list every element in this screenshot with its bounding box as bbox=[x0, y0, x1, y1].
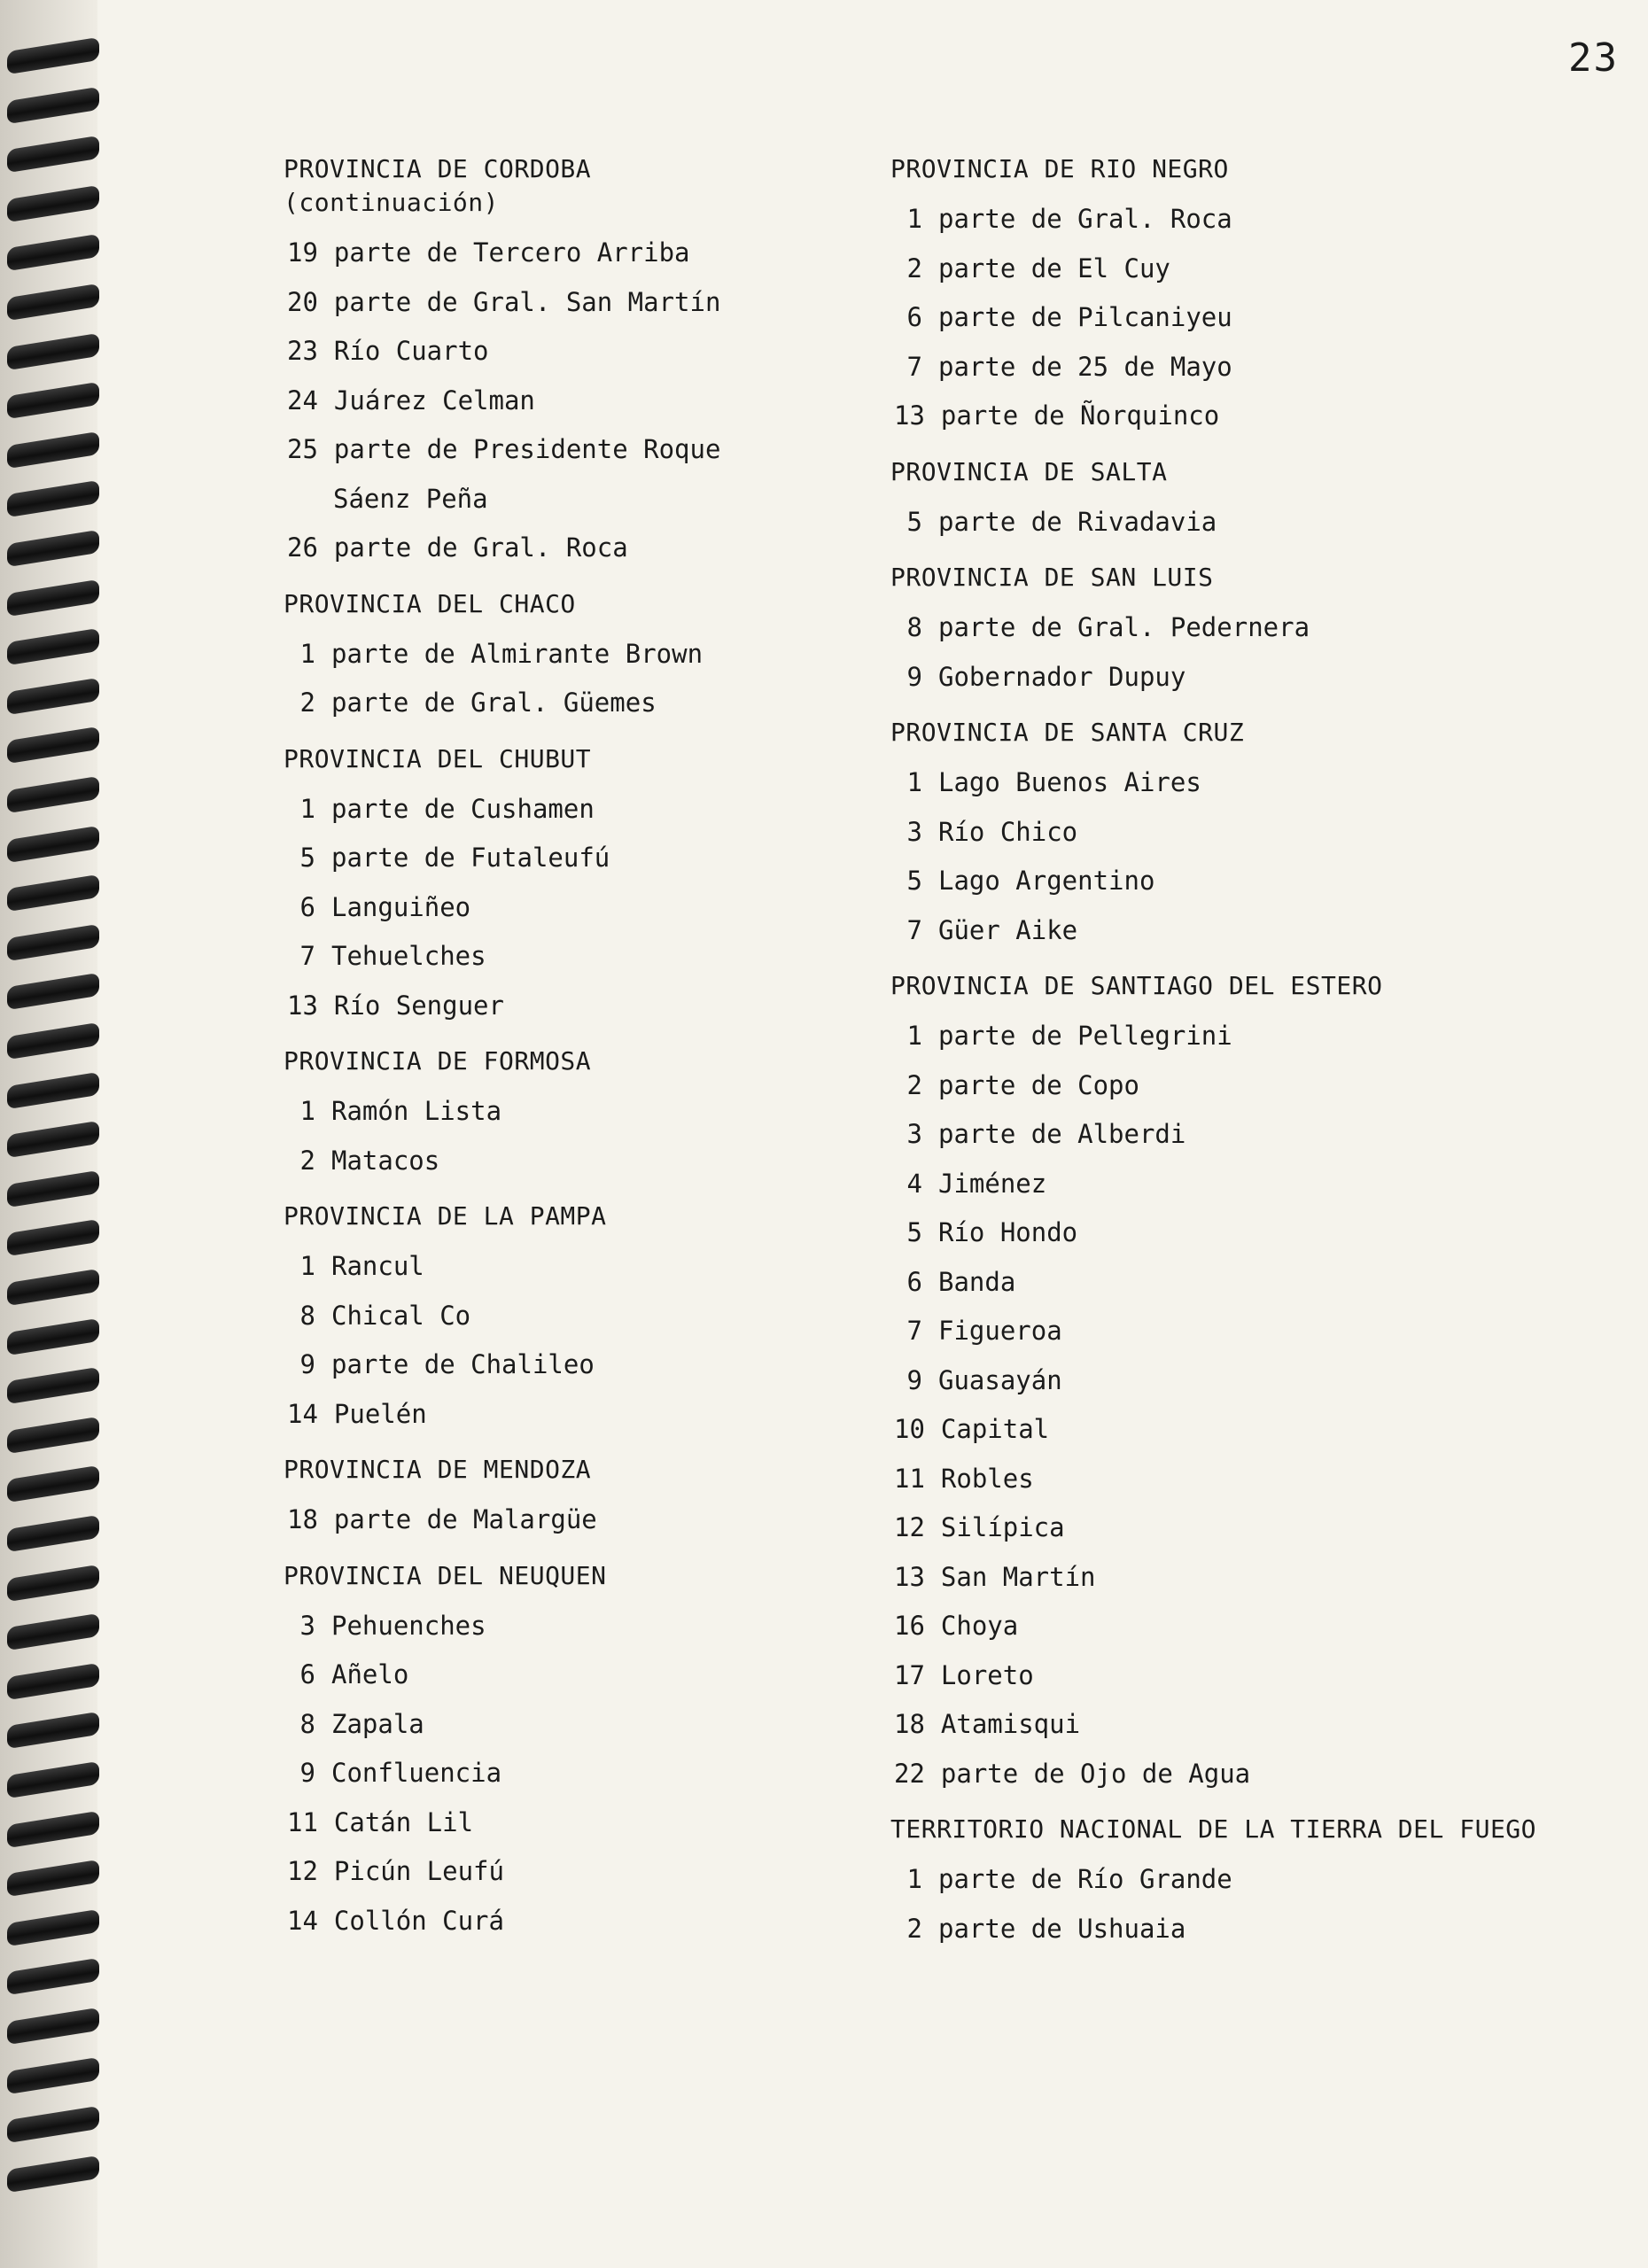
department-number: 16 bbox=[894, 1611, 925, 1641]
department-number: 11 bbox=[894, 1463, 925, 1494]
department-item bbox=[284, 679, 868, 728]
department-name: Guasayán bbox=[938, 1364, 1062, 1395]
binding-ring bbox=[7, 480, 99, 517]
department-item bbox=[890, 1405, 1617, 1455]
department-item bbox=[284, 932, 868, 982]
department-number: 25 bbox=[287, 434, 318, 464]
department-item bbox=[284, 834, 868, 883]
department-number: 6 bbox=[299, 1659, 315, 1689]
binding-ring bbox=[7, 1810, 99, 1847]
department-name: Atamisqui bbox=[940, 1709, 1081, 1739]
department-name: Añelo bbox=[331, 1659, 409, 1689]
department-name: Silípica bbox=[940, 1512, 1065, 1542]
department-number: 1 bbox=[299, 1096, 315, 1126]
department-number: 2 bbox=[906, 1913, 922, 1944]
province-section bbox=[890, 152, 1617, 441]
department-number: 9 bbox=[299, 1758, 315, 1788]
department-name: Juárez Celman bbox=[333, 384, 535, 416]
section-heading: PROVINCIA DE FORMOSA bbox=[284, 1046, 592, 1076]
department-name: San Martín bbox=[940, 1561, 1096, 1592]
department-item bbox=[890, 1012, 1617, 1061]
binding-ring bbox=[7, 2056, 99, 2093]
department-number: 26 bbox=[287, 532, 318, 563]
section-heading: PROVINCIA DE CORDOBA bbox=[284, 154, 592, 183]
department-name: parte de Presidente Roque bbox=[333, 434, 721, 464]
department-number: 20 bbox=[287, 286, 318, 317]
department-item bbox=[890, 1061, 1617, 1111]
binding-ring bbox=[7, 1958, 99, 1995]
department-item bbox=[284, 630, 868, 680]
department-number: 3 bbox=[299, 1610, 315, 1641]
department-number: 1 bbox=[906, 204, 922, 234]
department-number: 9 bbox=[906, 1364, 922, 1395]
binding-ring bbox=[7, 1417, 99, 1454]
province-section bbox=[284, 1200, 868, 1439]
department-name: Río Cuarto bbox=[333, 336, 489, 366]
department-name: Río Chico bbox=[938, 816, 1078, 847]
department-name: Choya bbox=[940, 1611, 1019, 1641]
department-name: Güer Aike bbox=[938, 914, 1078, 945]
department-item bbox=[890, 906, 1617, 956]
binding-ring bbox=[7, 678, 99, 715]
department-number: 6 bbox=[299, 891, 315, 922]
department-item bbox=[890, 1503, 1617, 1553]
department-number: 10 bbox=[894, 1414, 925, 1444]
department-name: parte de Ushuaia bbox=[938, 1913, 1186, 1944]
binding-ring bbox=[7, 1465, 99, 1503]
section-heading: PROVINCIA DE SAN LUIS bbox=[890, 563, 1214, 592]
department-name: parte de Tercero Arriba bbox=[333, 237, 690, 268]
department-number: 13 bbox=[894, 400, 925, 431]
page-number: 23 bbox=[1568, 35, 1619, 81]
department-item bbox=[890, 1651, 1617, 1701]
department-number: 5 bbox=[906, 1217, 922, 1247]
binding-ring bbox=[7, 726, 99, 764]
department-number: 12 bbox=[287, 1856, 318, 1886]
department-item bbox=[284, 1087, 868, 1137]
department-name: parte de Almirante Brown bbox=[331, 638, 704, 669]
binding-ring bbox=[7, 1219, 99, 1256]
binding-ring bbox=[7, 1071, 99, 1108]
department-item bbox=[890, 1855, 1617, 1905]
department-name: Chical Co bbox=[331, 1300, 471, 1331]
department-number: 8 bbox=[299, 1708, 315, 1739]
department-number: 12 bbox=[894, 1512, 925, 1542]
province-section bbox=[890, 1813, 1617, 1953]
department-name: Capital bbox=[940, 1414, 1050, 1444]
department-item bbox=[284, 524, 868, 573]
department-name: parte de Gral. Pedernera bbox=[938, 612, 1310, 642]
department-item bbox=[284, 1137, 868, 1186]
binding-ring bbox=[7, 86, 99, 123]
department-item bbox=[890, 293, 1617, 343]
binding-ring bbox=[7, 382, 99, 419]
department-name: Confluencia bbox=[331, 1758, 502, 1788]
department-item bbox=[284, 229, 868, 278]
department-number: 2 bbox=[299, 1145, 315, 1176]
section-heading: PROVINCIA DE SALTA bbox=[890, 456, 1168, 486]
department-number: 6 bbox=[906, 302, 922, 332]
department-item bbox=[284, 1749, 868, 1798]
department-item bbox=[284, 377, 868, 426]
department-name: Loreto bbox=[940, 1659, 1034, 1690]
department-item bbox=[284, 1340, 868, 1390]
department-number: 1 bbox=[299, 793, 315, 824]
department-name: Río Hondo bbox=[938, 1217, 1078, 1247]
department-item bbox=[890, 245, 1617, 294]
department-name: Robles bbox=[940, 1463, 1034, 1494]
department-number: 17 bbox=[894, 1659, 925, 1690]
department-number: 3 bbox=[906, 1119, 922, 1149]
department-item bbox=[890, 1455, 1617, 1504]
department-name: parte de Pilcaniyeu bbox=[938, 302, 1232, 332]
department-item bbox=[284, 1292, 868, 1341]
binding-ring bbox=[7, 874, 99, 912]
province-section bbox=[284, 1559, 868, 1946]
section-heading: PROVINCIA DE SANTA CRUZ bbox=[890, 718, 1245, 747]
department-number: 13 bbox=[894, 1561, 925, 1592]
department-item bbox=[284, 1390, 868, 1440]
department-name: parte de El Cuy bbox=[938, 252, 1170, 284]
department-number: 5 bbox=[299, 843, 315, 873]
section-subheading: (continuación) bbox=[284, 188, 500, 217]
binding-ring bbox=[7, 185, 99, 222]
department-item bbox=[284, 1242, 868, 1292]
department-name: parte de 25 de Mayo bbox=[938, 351, 1232, 382]
department-number: 14 bbox=[287, 1398, 318, 1429]
department-name: Collón Curá bbox=[333, 1905, 504, 1936]
binding-ring bbox=[7, 2155, 99, 2193]
binding-ring bbox=[7, 1170, 99, 1208]
department-name: parte de Río Grande bbox=[938, 1864, 1232, 1894]
department-name: parte de Copo bbox=[938, 1069, 1139, 1100]
department-number: 8 bbox=[906, 612, 922, 642]
department-item bbox=[890, 1553, 1617, 1603]
department-number: 1 bbox=[299, 1251, 315, 1281]
department-name: parte de Pellegrini bbox=[938, 1021, 1232, 1051]
department-number: 18 bbox=[894, 1709, 925, 1739]
department-number: 14 bbox=[287, 1905, 318, 1936]
department-number: 13 bbox=[287, 990, 318, 1021]
department-name: Río Senguer bbox=[333, 990, 504, 1021]
binding-ring bbox=[7, 284, 99, 321]
section-heading: PROVINCIA DEL NEUQUEN bbox=[284, 1560, 607, 1590]
province-section bbox=[890, 561, 1617, 702]
department-item bbox=[890, 603, 1617, 653]
department-item bbox=[284, 1700, 868, 1750]
section-heading: PROVINCIA DE RIO NEGRO bbox=[890, 154, 1229, 183]
department-name: Zapala bbox=[331, 1708, 424, 1739]
department-name: Ramón Lista bbox=[331, 1096, 502, 1126]
department-name: Sáenz Peña bbox=[333, 483, 488, 514]
department-number: 2 bbox=[299, 687, 315, 718]
department-number: 1 bbox=[906, 1864, 922, 1894]
department-name: Rancul bbox=[331, 1251, 424, 1281]
province-section bbox=[284, 1045, 868, 1185]
binding-ring bbox=[7, 973, 99, 1010]
province-section bbox=[284, 587, 868, 728]
department-item bbox=[890, 857, 1617, 906]
left-column bbox=[284, 152, 868, 1960]
right-column bbox=[890, 152, 1617, 1968]
province-section bbox=[284, 1453, 868, 1545]
department-number: 7 bbox=[299, 941, 315, 971]
binding-ring bbox=[7, 628, 99, 665]
binding-ring bbox=[7, 1269, 99, 1306]
binding-ring bbox=[7, 234, 99, 271]
department-number: 1 bbox=[299, 638, 315, 669]
department-name: Matacos bbox=[331, 1145, 440, 1176]
department-number: 4 bbox=[906, 1168, 922, 1199]
section-heading: PROVINCIA DE LA PAMPA bbox=[284, 1201, 607, 1231]
department-item bbox=[890, 1307, 1617, 1356]
department-item bbox=[890, 758, 1617, 808]
department-name: Figueroa bbox=[938, 1316, 1062, 1346]
section-heading: PROVINCIA DE MENDOZA bbox=[284, 1455, 592, 1484]
department-name: parte de Cushamen bbox=[331, 793, 595, 824]
department-name: parte de Alberdi bbox=[938, 1119, 1186, 1149]
department-name: Catán Lil bbox=[333, 1806, 474, 1837]
department-item bbox=[890, 498, 1617, 548]
section-heading: PROVINCIA DEL CHACO bbox=[284, 588, 576, 618]
department-number: 2 bbox=[906, 252, 922, 284]
department-item bbox=[890, 1905, 1617, 1954]
department-name: Gobernador Dupuy bbox=[938, 661, 1186, 692]
binding-ring bbox=[7, 1022, 99, 1060]
department-name: parte de Rivadavia bbox=[938, 506, 1217, 537]
department-name: parte de Gral. Roca bbox=[333, 532, 628, 563]
department-name: parte de Gral. Roca bbox=[938, 204, 1232, 234]
department-item bbox=[890, 1700, 1617, 1750]
department-number: 23 bbox=[287, 336, 318, 366]
binding-ring bbox=[7, 579, 99, 616]
binding-ring bbox=[7, 1909, 99, 1946]
department-name: Pehuenches bbox=[331, 1610, 486, 1641]
department-name: Puelén bbox=[333, 1398, 427, 1429]
department-number: 9 bbox=[906, 661, 922, 692]
department-item bbox=[284, 1897, 868, 1946]
binding-ring bbox=[7, 1317, 99, 1355]
department-number: 3 bbox=[906, 816, 922, 847]
department-item bbox=[890, 1160, 1617, 1209]
binding-ring bbox=[7, 136, 99, 173]
department-item bbox=[890, 1110, 1617, 1160]
province-section bbox=[890, 455, 1617, 548]
department-name: Banda bbox=[938, 1266, 1016, 1297]
department-item bbox=[284, 278, 868, 328]
binding-ring bbox=[7, 1761, 99, 1798]
binding-spine bbox=[0, 0, 97, 2268]
department-number: 11 bbox=[287, 1806, 318, 1837]
department-item bbox=[284, 883, 868, 933]
department-number: 9 bbox=[299, 1349, 315, 1379]
department-name: Jiménez bbox=[938, 1168, 1047, 1199]
department-item bbox=[890, 808, 1617, 858]
department-name: Languiñeo bbox=[331, 891, 471, 922]
department-name: Lago Buenos Aires bbox=[938, 767, 1201, 797]
department-name: Picún Leufú bbox=[333, 1856, 504, 1886]
department-item bbox=[890, 1356, 1617, 1406]
department-item bbox=[890, 653, 1617, 703]
binding-ring bbox=[7, 1613, 99, 1651]
department-item bbox=[890, 343, 1617, 392]
section-heading: TERRITORIO NACIONAL DE LA TIERRA DEL FUEGO bbox=[890, 1814, 1537, 1844]
province-section bbox=[890, 969, 1617, 1798]
department-item bbox=[890, 392, 1617, 441]
department-number: 7 bbox=[906, 1316, 922, 1346]
department-name: parte de Ñorquinco bbox=[940, 400, 1220, 431]
binding-ring bbox=[7, 2008, 99, 2045]
department-item bbox=[284, 1847, 868, 1897]
department-item bbox=[284, 785, 868, 835]
department-item bbox=[890, 195, 1617, 245]
department-number: 18 bbox=[287, 1504, 318, 1534]
department-item bbox=[284, 425, 868, 475]
binding-ring bbox=[7, 1121, 99, 1158]
department-number: 1 bbox=[906, 1021, 922, 1051]
binding-ring bbox=[7, 924, 99, 961]
binding-ring bbox=[7, 1515, 99, 1552]
department-item bbox=[284, 1651, 868, 1700]
department-number: 7 bbox=[906, 351, 922, 382]
department-number: 6 bbox=[906, 1266, 922, 1297]
department-name: parte de Chalileo bbox=[331, 1349, 595, 1379]
department-number: 2 bbox=[906, 1069, 922, 1100]
binding-ring bbox=[7, 1663, 99, 1700]
department-name: Lago Argentino bbox=[938, 866, 1155, 896]
department-number: 24 bbox=[287, 384, 318, 416]
binding-ring bbox=[7, 1860, 99, 1897]
province-section bbox=[284, 742, 868, 1031]
department-item bbox=[284, 1798, 868, 1848]
department-number: 7 bbox=[906, 914, 922, 945]
binding-ring bbox=[7, 530, 99, 567]
department-name: parte de Malargüe bbox=[333, 1504, 597, 1534]
province-section bbox=[890, 716, 1617, 955]
department-item bbox=[284, 982, 868, 1031]
department-item bbox=[890, 1208, 1617, 1258]
binding-ring bbox=[7, 431, 99, 469]
department-number: 5 bbox=[906, 506, 922, 537]
department-name: parte de Gral. San Martín bbox=[333, 286, 721, 317]
department-number: 1 bbox=[906, 767, 922, 797]
department-item bbox=[284, 1495, 868, 1545]
department-name: Tehuelches bbox=[331, 941, 486, 971]
section-heading: PROVINCIA DE SANTIAGO DEL ESTERO bbox=[890, 971, 1383, 1000]
binding-ring bbox=[7, 2106, 99, 2143]
province-section bbox=[284, 152, 868, 573]
department-number: 19 bbox=[287, 237, 318, 268]
binding-ring bbox=[7, 1367, 99, 1404]
department-number: 5 bbox=[906, 866, 922, 896]
department-item bbox=[284, 475, 868, 524]
binding-ring bbox=[7, 825, 99, 862]
department-name: parte de Ojo de Agua bbox=[940, 1758, 1251, 1789]
department-item bbox=[890, 1602, 1617, 1651]
binding-ring bbox=[7, 1564, 99, 1601]
department-item bbox=[890, 1750, 1617, 1799]
binding-ring bbox=[7, 1712, 99, 1749]
department-item bbox=[890, 1258, 1617, 1308]
section-heading: PROVINCIA DEL CHUBUT bbox=[284, 743, 592, 773]
department-number: 8 bbox=[299, 1300, 315, 1331]
binding-ring bbox=[7, 776, 99, 813]
department-item bbox=[284, 327, 868, 377]
department-number: 22 bbox=[894, 1758, 925, 1789]
department-item bbox=[284, 1602, 868, 1651]
department-name: parte de Gral. Güemes bbox=[331, 687, 657, 718]
binding-ring bbox=[7, 37, 99, 74]
department-name: parte de Futaleufú bbox=[331, 843, 610, 873]
binding-ring bbox=[7, 332, 99, 369]
